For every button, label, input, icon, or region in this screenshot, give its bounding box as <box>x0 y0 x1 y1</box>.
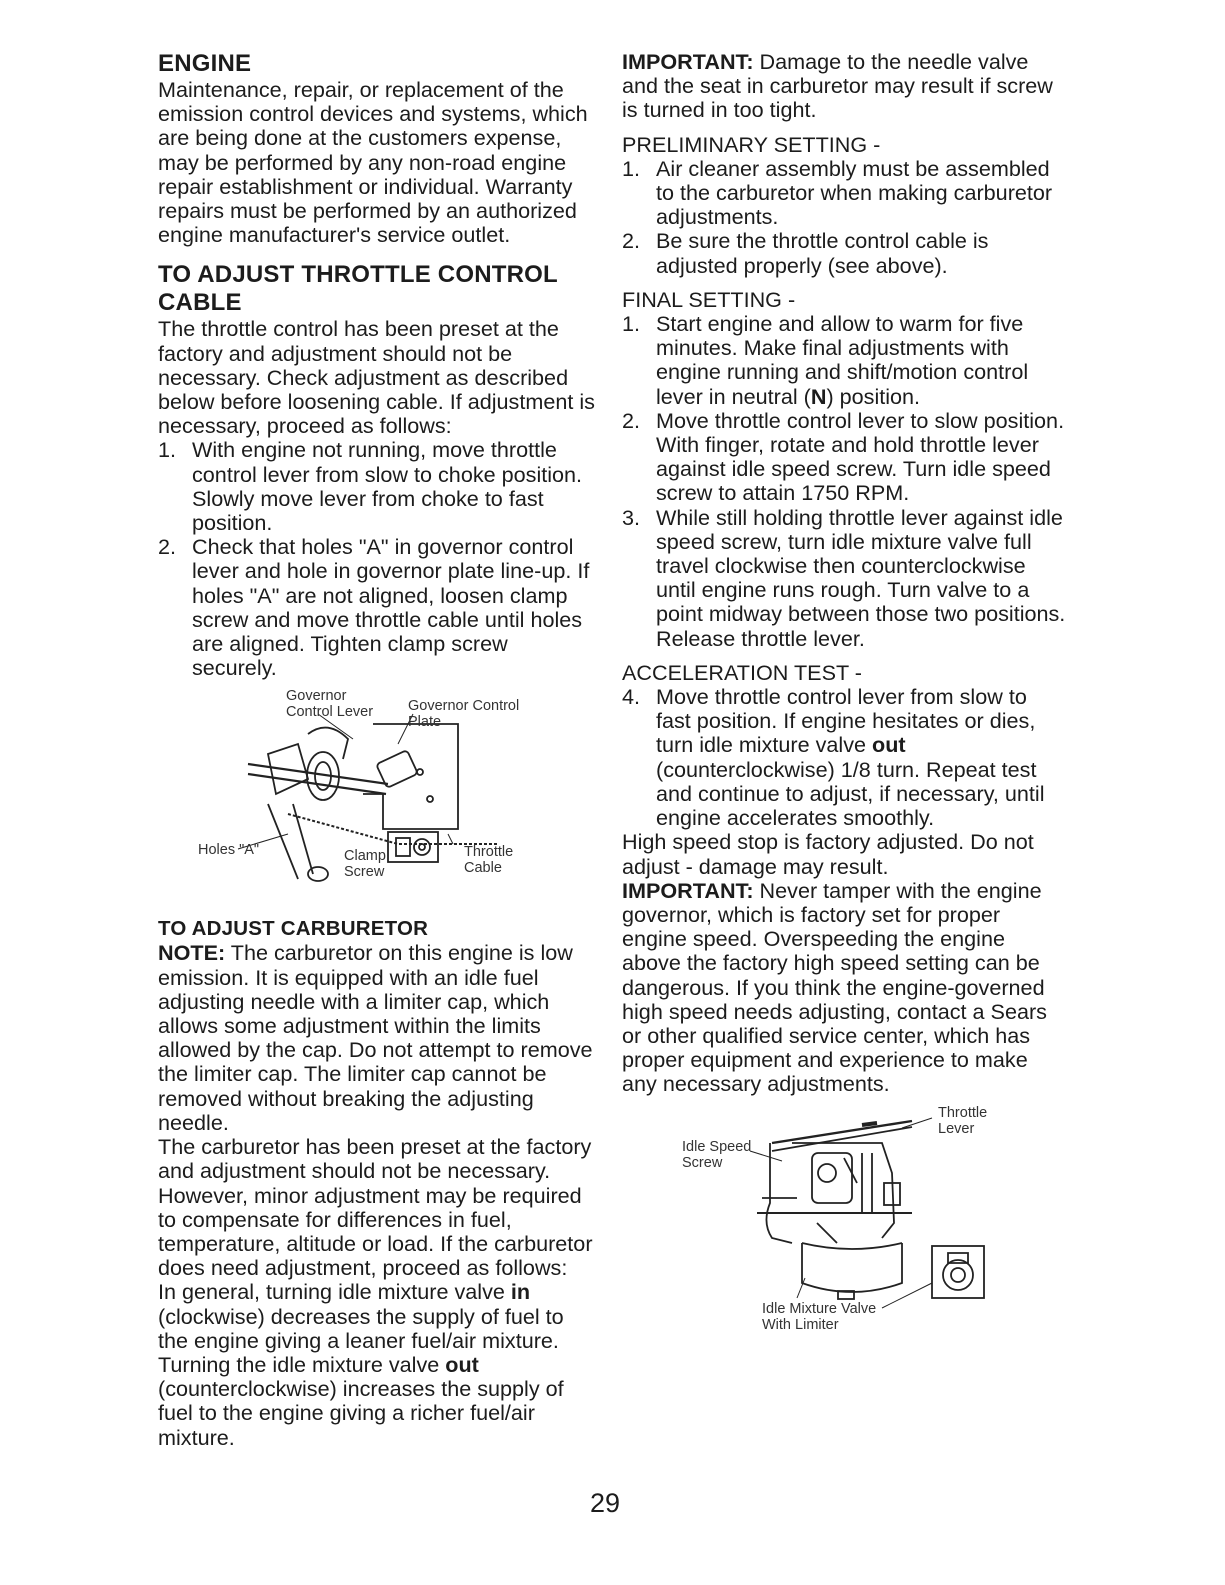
step-text: Air cleaner assembly must be assembled to the carburetor when making carburetor adjustments. <box>656 155 1053 230</box>
step-number: 2. <box>622 407 641 433</box>
throttle-cable-label: Throttle Cable <box>464 844 514 877</box>
step-number: 1. <box>622 311 641 337</box>
important-paragraph-1 <box>622 50 1067 123</box>
step-text: With engine not running, move throttle control lever from slow to choke position. Slowly move lever from choke to fast position. <box>192 437 583 536</box>
final-steps-list <box>622 312 1067 651</box>
left-column <box>158 50 598 1450</box>
engine-paragraph: Maintenance, repair, or replacement of the emission control devices and systems, which are being done at the customers expense, may be performed by any non-road engine repair establishment or individual. Warranty repairs must be performed by an authorized engine manufacturer's service outlet. <box>158 77 588 248</box>
carburetor-diagram <box>622 1103 1067 1331</box>
idle-mixture-valve-label: Idle Mixture Valve With Limiter <box>762 1300 877 1333</box>
throttle-steps-list <box>158 438 598 680</box>
step-number: 1. <box>622 155 641 181</box>
step-number: 2. <box>622 228 641 254</box>
governor-control-lever-label: Governor Control Lever <box>286 688 374 721</box>
preliminary-step <box>622 229 1067 277</box>
throttle-step <box>158 438 598 535</box>
throttle-cable-heading: TO ADJUST THROTTLE CONTROL CABLE <box>158 261 558 317</box>
idle-speed-screw-label: Idle Speed Screw <box>682 1138 752 1171</box>
step-number: 3. <box>622 504 641 530</box>
important-text: Never tamper with the engine governor, which is factory set for proper engine speed. Overspeeding the engine above the factory high speed setting can be dangerous. If you think the engine-governed high speed needs adjusting, contact a Sears or other qualified service center, which has proper equipment and experience to make any necessary adjustments. <box>622 877 1047 1097</box>
carburetor-illustration <box>622 1103 1067 1331</box>
final-step <box>622 506 1067 651</box>
important-label: IMPORTANT: <box>622 49 754 74</box>
acceleration-step <box>622 685 1067 830</box>
final-setting-heading: FINAL SETTING - <box>622 286 796 312</box>
step-text-b: ) position. <box>826 383 921 409</box>
step-text-a: Move throttle control lever from slow to fast position. If engine hesitates or dies, turn idle mixture valve <box>656 684 1036 758</box>
out-keyword: out <box>872 732 906 758</box>
general-text-a: In general, turning idle mixture valve <box>158 1279 511 1305</box>
carburetor-heading: TO ADJUST CARBURETOR <box>158 917 429 941</box>
governor-control-plate-label: Governor Control Plate <box>408 698 520 731</box>
step-text-b: (counterclockwise) 1/8 turn. Repeat test and continue to adjust, if necessary, until engine accelerates smoothly. <box>656 756 1045 831</box>
throttle-intro-paragraph: The throttle control has been preset at the factory and adjustment should not be necessary. Check adjustment as described below before loosening cable. If adjustment is necessary, proceed as follows: <box>158 316 595 439</box>
final-step <box>622 312 1067 409</box>
throttle-step <box>158 535 598 680</box>
out-keyword: out <box>445 1351 479 1377</box>
step-text: Be sure the throttle control cable is adjusted properly (see above). <box>656 228 989 278</box>
throttle-lever-label: Throttle Lever <box>938 1104 988 1137</box>
step-text: While still holding throttle lever against idle speed screw, turn idle mixture valve full travel clockwise then counterclockwise until engine runs rough. Turn valve to a point midway between those two positions. Release throttle lever. <box>656 504 1066 651</box>
step-number: 1. <box>158 437 177 463</box>
step-text: Move throttle control lever to slow position. With finger, rotate and hold throttle lever against idle speed screw. Turn idle speed screw to attain 1750 RPM. <box>656 407 1065 506</box>
step-number: 2. <box>158 534 177 560</box>
high-speed-paragraph: High speed stop is factory adjusted. Do not adjust - damage may result. <box>622 829 1034 879</box>
acceleration-test-heading: ACCELERATION TEST - <box>622 659 862 685</box>
acceleration-steps-list <box>622 685 1067 830</box>
important-text: Damage to the needle valve and the seat in carburetor may result if screw is turned in too tight. <box>622 49 1053 123</box>
general-paragraph <box>158 1280 598 1449</box>
step-number: 4. <box>622 684 641 710</box>
note-paragraph <box>158 941 598 1135</box>
general-text-c: (counterclockwise) increases the supply of fuel to the engine giving a richer fuel/air mixture. <box>158 1376 564 1450</box>
carburetor-preset-paragraph: The carburetor has been preset at the factory and adjustment should not be necessary. However, minor adjustment may be required to compensate for differences in fuel, temperature, altitude or load. If the carburetor does need adjustment, proceed as follows: <box>158 1134 593 1281</box>
neutral-keyword: N <box>810 383 827 409</box>
preliminary-heading: PRELIMINARY SETTING - <box>622 131 881 157</box>
step-text: Check that holes "A" in governor control lever and hole in governor plate line-up. If holes "A" are not aligned, loosen clamp screw and move throttle cable until holes are aligned. Tighten clamp screw securely. <box>192 534 590 681</box>
note-text: The carburetor on this engine is low emission. It is equipped with an idle fuel adjusting needle with a limiter cap, which allows some adjustment within the limits allowed by the cap. Do not attempt to remove the limiter cap. The limiter cap cannot be removed without breaking the adjusting needle. <box>158 940 593 1135</box>
engine-heading: ENGINE <box>158 50 252 77</box>
final-step <box>622 409 1067 506</box>
general-text-b: (clockwise) decreases the supply of fuel to the engine giving a leaner fuel/air mixture. Turning the idle mixture valve <box>158 1303 564 1377</box>
preliminary-steps-list <box>622 157 1067 278</box>
page-number: 29 <box>590 1488 621 1518</box>
important-label: IMPORTANT: <box>622 877 754 903</box>
holes-a-label: Holes "A" <box>198 842 260 859</box>
important-paragraph-2 <box>622 879 1067 1097</box>
governor-diagram <box>158 684 598 896</box>
preliminary-step <box>622 157 1067 230</box>
right-column <box>622 50 1067 1331</box>
in-keyword: in <box>510 1279 531 1305</box>
clamp-screw-label: Clamp Screw <box>344 848 386 881</box>
step-text-a: Start engine and allow to warm for five minutes. Make final adjustments with engine running and shift/motion control lever in neutral ( <box>656 311 1029 409</box>
note-label: NOTE: <box>158 940 226 966</box>
